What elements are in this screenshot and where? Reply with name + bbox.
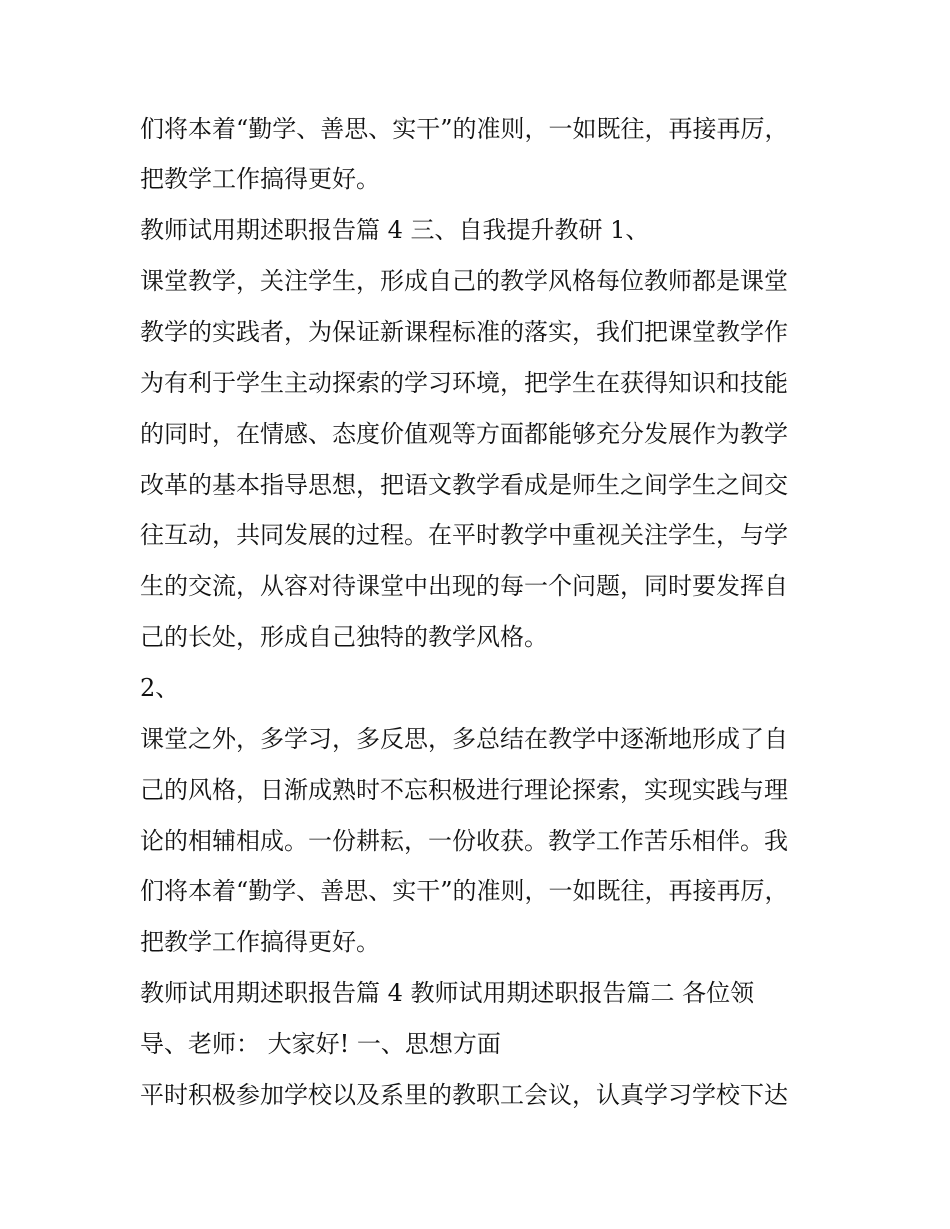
text-line: 己的风格，日渐成熟时不忘积极进行理论探索，实现实践与理 [140,776,788,804]
text-line: 们将本着“勤学、善思、实干”的准则，一如既往，再接再厉， [140,115,789,143]
text-line: 论的相辅相成。一份耕耘，一份收获。教学工作苦乐相伴。我 [140,827,788,855]
list-number-line: 2、 [140,674,180,702]
text-line: 己的长处，形成自己独特的教学风格。 [140,623,548,651]
text-line: 的同时，在情感、态度价值观等方面都能够充分发展作为教学 [140,420,788,448]
text-line: 生的交流，从容对待课堂中出现的每一个问题，同时要发挥自 [140,572,788,600]
text-line: 导、老师： 大家好! 一、思想方面 [140,1030,501,1058]
text-line: 课堂之外，多学习，多反思，多总结在教学中逐渐地形成了自 [140,725,788,753]
text-line: 改革的基本指导思想，把语文教学看成是师生之间学生之间交 [140,471,788,499]
section-heading-line: 教师试用期述职报告篇 4 教师试用期述职报告篇二 各位领 [140,979,755,1007]
text-line: 教学的实践者，为保证新课程标准的落实，我们把课堂教学作 [140,318,788,346]
text-line: 为有利于学生主动探索的学习环境，把学生在获得知识和技能 [140,369,788,397]
section-heading-line: 教师试用期述职报告篇 4 三、自我提升教研 1、 [140,216,650,244]
text-line: 把教学工作搞得更好。 [140,165,380,193]
text-line: 课堂教学，关注学生，形成自己的教学风格每位教师都是课堂 [140,267,788,295]
text-line: 们将本着“勤学、善思、实干”的准则，一如既往，再接再厉， [140,877,789,905]
text-line: 把教学工作搞得更好。 [140,928,380,956]
text-line: 平时积极参加学校以及系里的教职工会议，认真学习学校下达 [140,1081,788,1109]
text-line: 往互动，共同发展的过程。在平时教学中重视关注学生，与学 [140,521,788,549]
